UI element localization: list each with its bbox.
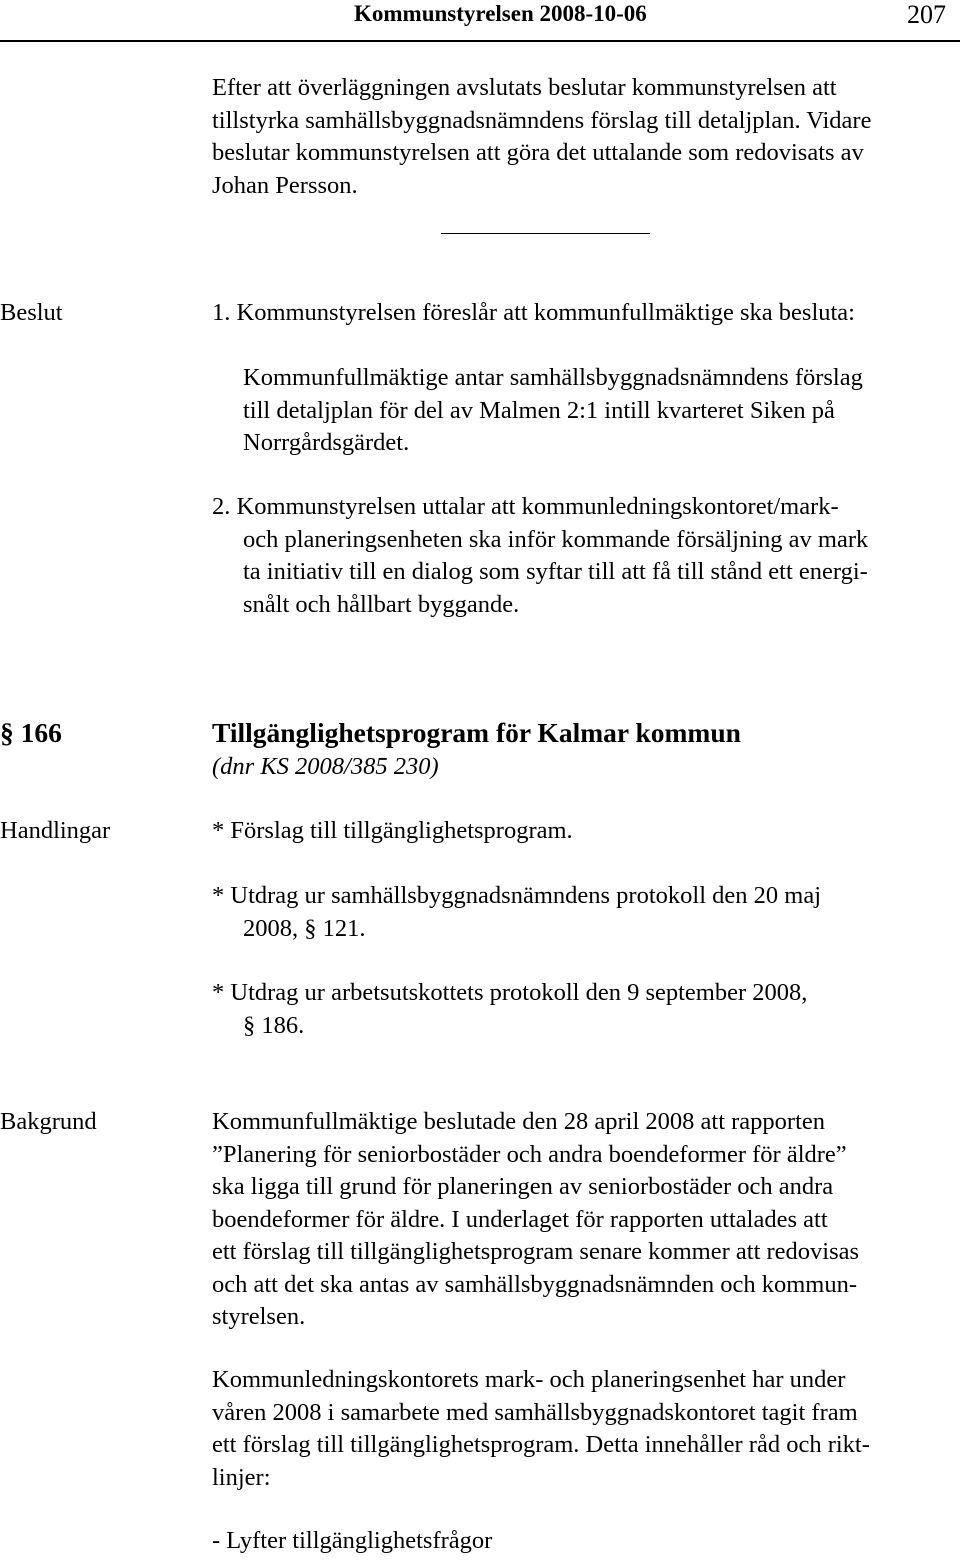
header-title: Kommunstyrelsen 2008-10-06: [354, 1, 647, 26]
beslut-line: Kommunfullmäktige antar samhällsbyggnadsnämndens förslag: [243, 364, 863, 391]
handlingar-line: 2008, § 121.: [243, 914, 366, 942]
bakgrund-line: linjer:: [212, 1463, 271, 1491]
beslut-item-1: 1. Kommunstyrelsen föreslår att kommunfullmäktige ska besluta:: [212, 299, 855, 326]
intro-line: Johan Persson.: [212, 171, 358, 199]
intro-line: tillstyrka samhällsbyggnadsnämndens förslag till detaljplan. Vidare: [212, 106, 872, 134]
separator-rule: [441, 233, 650, 234]
beslut-line: ta initiativ till en dialog som syftar till att få till stånd ett energi-: [243, 558, 868, 585]
bakgrund-paragraph-2: [212, 1364, 870, 1494]
handlingar-line: § 186.: [243, 1011, 305, 1039]
section-number: § 166: [0, 717, 62, 748]
bakgrund-line: ett förslag till tillgänglighetsprogram senare kommer att redovisas: [212, 1238, 860, 1265]
beslut-line: till detaljplan för del av Malmen 2:1 intill kvarteret Siken på: [243, 396, 835, 424]
beslut-line: Norrgårdsgärdet.: [243, 429, 410, 456]
header-rule: [0, 40, 960, 42]
section-title: Tillgänglighetsprogram för Kalmar kommun: [212, 717, 741, 748]
bakgrund-line: boendeformer för äldre. I underlaget för rapporten uttalades att: [212, 1205, 828, 1233]
handlingar-line: * Utdrag ur arbetsutskottets protokoll den 9 september 2008,: [212, 979, 808, 1006]
page-number: 207: [907, 0, 946, 29]
section-reference: (dnr KS 2008/385 230): [212, 753, 439, 780]
bakgrund-line: ”Planering för seniorbostäder och andra boendeformer för äldre”: [212, 1140, 847, 1168]
bakgrund-line: våren 2008 i samarbete med samhällsbyggnadskontoret tagit fram: [212, 1398, 858, 1426]
intro-line: Efter att överläggningen avslutats beslutar kommunstyrelsen att: [212, 74, 837, 101]
handlingar-item: [212, 977, 807, 1042]
bakgrund-line: ett förslag till tillgänglighetsprogram. Detta innehåller råd och rikt-: [212, 1431, 870, 1458]
bakgrund-line: styrelsen.: [212, 1303, 306, 1330]
bakgrund-label: Bakgrund: [0, 1108, 97, 1135]
beslut-line: snålt och hållbart byggande.: [243, 590, 520, 618]
beslut-label: Beslut: [0, 299, 63, 326]
beslut-line: 2. Kommunstyrelsen uttalar att kommunledningskontoret/mark-: [212, 493, 839, 520]
handlingar-item: [212, 880, 821, 945]
bakgrund-line: Kommunfullmäktige beslutade den 28 april 2008 att rapporten: [212, 1108, 826, 1135]
beslut-item-1-text: [243, 362, 863, 460]
intro-paragraph: [212, 72, 871, 202]
handlingar-item: [212, 815, 573, 848]
intro-line: beslutar kommunstyrelsen att göra det uttalande som redovisats av: [212, 139, 864, 166]
beslut-line: och planeringsenheten ska inför kommande försäljning av mark: [243, 525, 869, 553]
bakgrund-line: Kommunledningskontorets mark- och planeringsenhet har under: [212, 1366, 846, 1393]
bakgrund-paragraph-1: [212, 1106, 859, 1334]
bakgrund-list-item: - Lyfter tillgänglighetsfrågor: [212, 1527, 493, 1554]
handlingar-label: Handlingar: [0, 817, 111, 844]
bakgrund-line: och att det ska antas av samhällsbyggnadsnämnden och kommun-: [212, 1270, 858, 1298]
handlingar-line: * Förslag till tillgänglighetsprogram.: [212, 817, 573, 844]
beslut-item-2: [212, 491, 868, 621]
handlingar-line: * Utdrag ur samhällsbyggnadsnämndens protokoll den 20 maj: [212, 882, 821, 909]
bakgrund-line: ska ligga till grund för planeringen av seniorbostäder och andra: [212, 1173, 834, 1200]
